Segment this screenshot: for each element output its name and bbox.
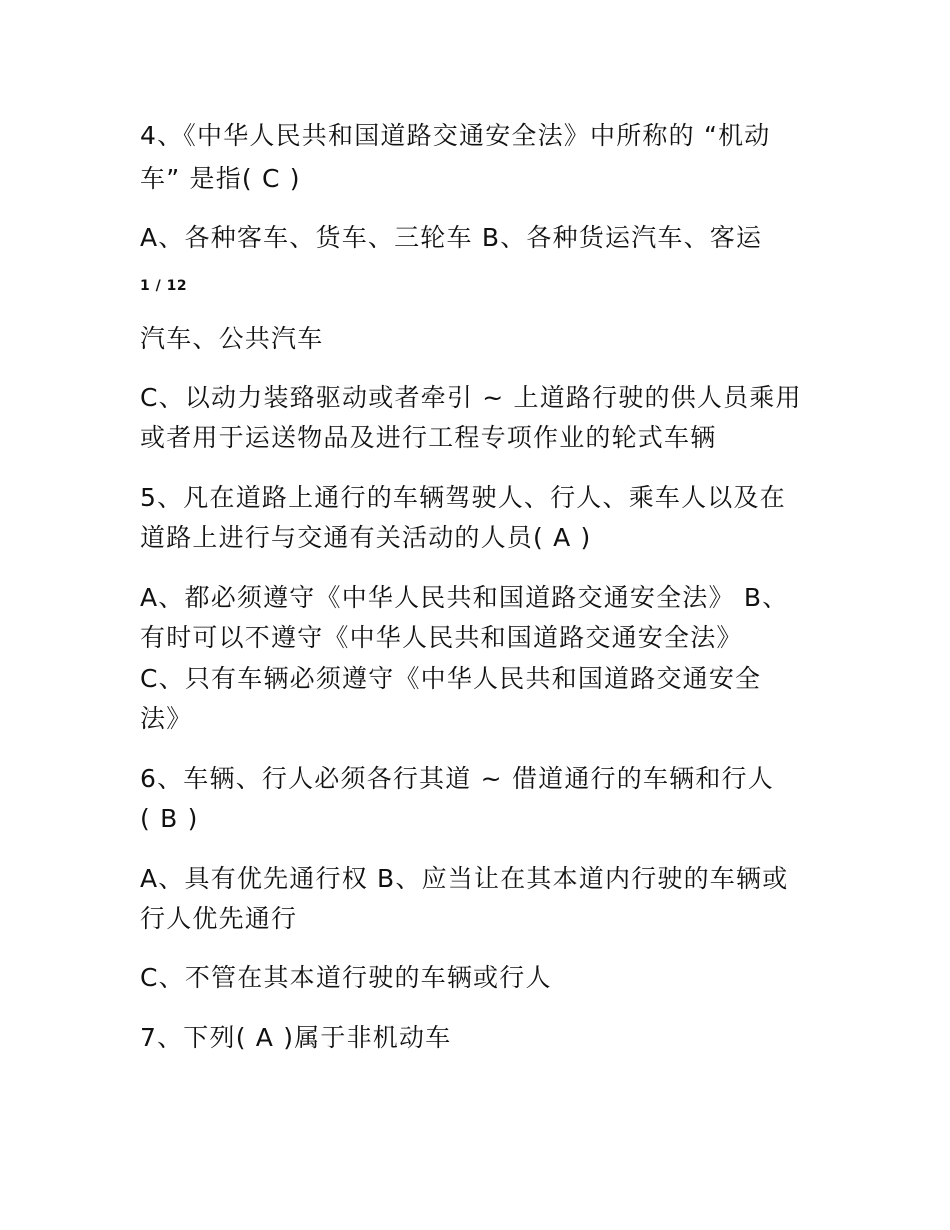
text-line: 4、《中华人民共和国道路交通安全法》中所称的 “机动: [140, 121, 771, 150]
text-line: A、都必须遵守《中华人民共和国道路交通安全法》 B、: [140, 583, 789, 612]
text-line: 5、凡在道路上通行的车辆驾驶人、行人、乘车人以及在: [140, 483, 786, 512]
page-number: 1 / 12: [140, 278, 188, 294]
text-line: 车” 是指( C ): [140, 164, 301, 193]
text-line: 或者用于运送物品及进行工程专项作业的轮式车辆: [140, 423, 717, 452]
text-line: C、不管在其本道行驶的车辆或行人: [140, 963, 552, 992]
text-line: A、各种客车、货车、三轮车 B、各种货运汽车、客运: [140, 223, 763, 252]
text-line: 7、下列( A )属于非机动车: [140, 1023, 452, 1052]
text-line: 6、车辆、行人必须各行其道 ~ 借道通行的车辆和行人: [140, 764, 774, 793]
text-line: 行人优先通行: [140, 904, 298, 933]
text-line: 道路上进行与交通有关活动的人员( A ): [140, 523, 592, 552]
text-line: A、具有优先通行权 B、应当让在其本道内行驶的车辆或: [140, 864, 789, 893]
text-line: ( B ): [140, 804, 199, 833]
text-line: 汽车、公共汽车: [140, 324, 324, 353]
text-line: 有时可以不遵守《中华人民共和国道路交通安全法》: [140, 623, 743, 652]
text-line: C、只有车辆必须遵守《中华人民共和国道路交通安全: [140, 664, 762, 693]
text-line: 法》: [140, 704, 193, 733]
text-line: C、以动力装臵驱动或者牵引 ~ 上道路行驶的供人员乘用: [140, 383, 802, 412]
